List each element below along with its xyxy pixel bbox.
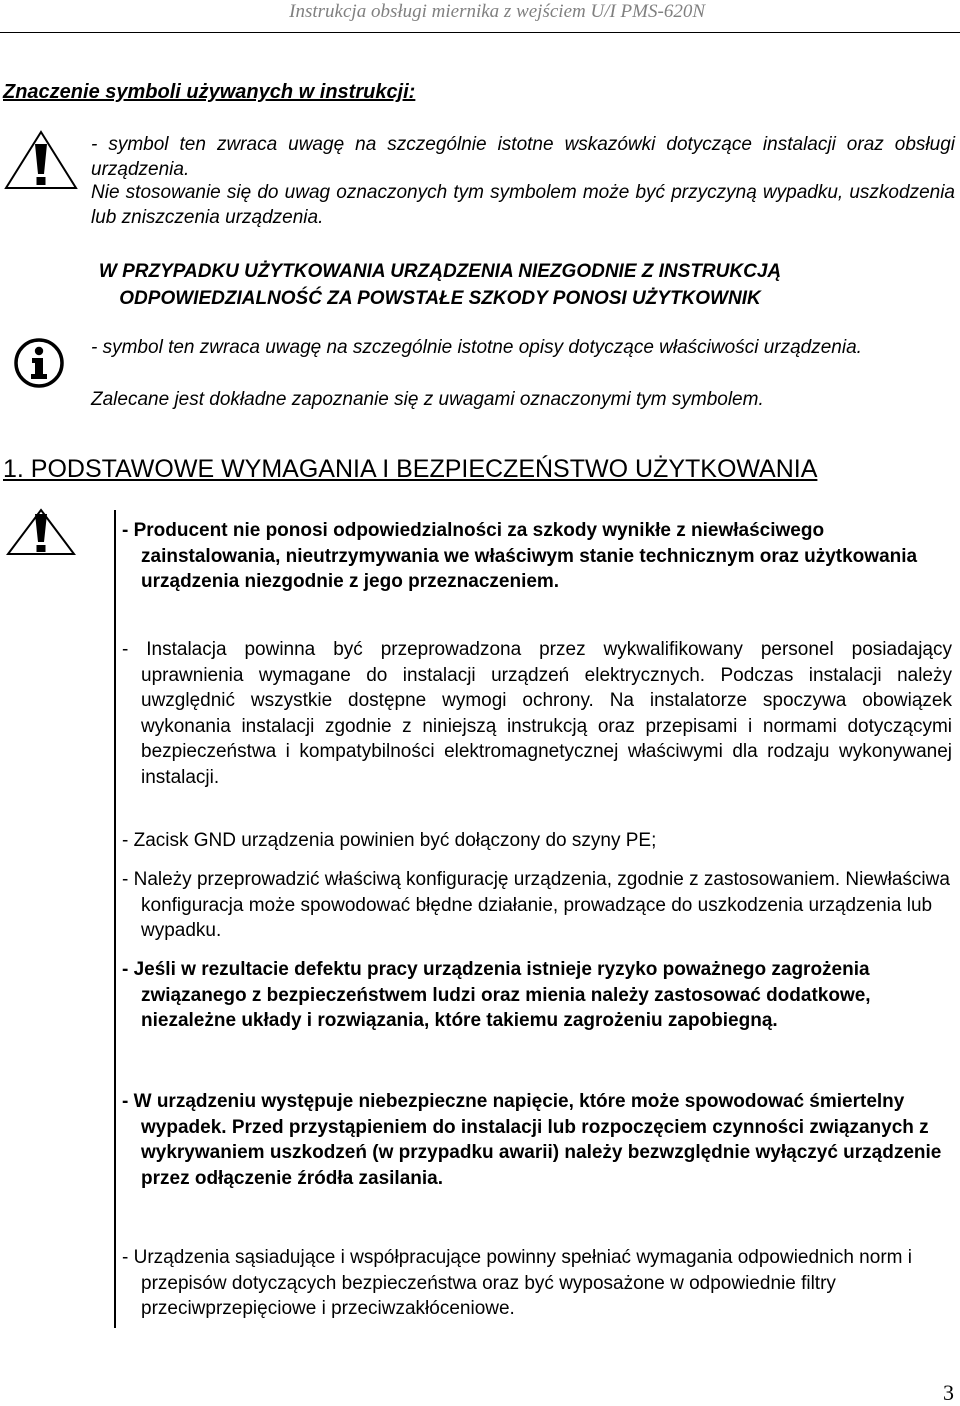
info-symbol-recommendation: Zalecane jest dokładne zapoznanie się z uwagami oznaczonymi tym symbolem.	[91, 389, 764, 410]
list-item: - Zacisk GND urządzenia powinien być dołączony do szyny PE;	[122, 830, 657, 851]
warning-symbol-description: - symbol ten zwraca uwagę na szczególnie istotne wskazówki dotyczące instalacji oraz obsługi urządzenia.	[91, 134, 955, 180]
list-item: - Jeśli w rezultacie defektu pracy urządzenia istnieje ryzyko poważnego zagrożenia związanego z bezpieczeństwem ludzi oraz mienia należy zastosować dodatkowe, niezależne układy i rozwiązania, które takiemu zagrożeniu zapobiegną.	[122, 959, 871, 1031]
list-item: - Należy przeprowadzić właściwą konfigurację urządzenia, zgodnie z zastosowaniem. Niewłaściwa konfiguracja może spowodować błędne działanie, prowadzące do uszkodzenia urządzenia lub wypadku.	[122, 869, 950, 941]
warning-triangle-icon	[4, 130, 78, 190]
info-icon	[14, 338, 64, 388]
section-heading: 1. PODSTAWOWE WYMAGANIA I BEZPIECZEŃSTWO UŻYTKOWANIA	[3, 455, 818, 483]
info-symbol-description: - symbol ten zwraca uwagę na szczególnie istotne opisy dotyczące właściwości urządzenia.	[91, 337, 862, 358]
page-header	[0, 0, 960, 33]
liability-warning-line2: ODPOWIEDZIALNOŚĆ ZA POWSTAŁE SZKODY PONOSI UŻYTKOWNIK	[119, 288, 761, 309]
page-number: 3	[943, 1380, 954, 1405]
list-item: - Instalacja powinna być przeprowadzona przez wykwalifikowany personel posiadający uprawnienia wymagane do instalacji urządzeń elektrycznych. Podczas instalacji należy uwzględnić wszystkie dostępne wymogi ochrony. Na instalatorze spoczywa obowiązek wykonania instalacji zgodnie z niniejszą instrukcją oraz przepisami i normami dotyczącymi bezpieczeństwa i kompatybilności elektromagnetycznej właściwymi dla rodzaju wykonywanej instalacji.	[122, 639, 952, 788]
symbols-section-title: Znaczenie symboli używanych w instrukcji:	[3, 81, 416, 103]
requirements-vertical-rule	[114, 510, 116, 1328]
list-item: - W urządzeniu występuje niebezpieczne napięcie, które może spowodować śmiertelny wypadek. Przed przystąpieniem do instalacji lub rozpoczęciem czynności związanych z wykrywaniem uszkodzeń (w przypadku awarii) należy bezwzględnie wyłączyć urządzenie przez odłączenie źródła zasilania.	[122, 1091, 942, 1189]
header-title: Instrukcja obsługi miernika z wejściem U/I PMS-620N	[289, 1, 705, 22]
list-item: - Producent nie ponosi odpowiedzialności za szkody wynikłe z niewłaściwego zainstalowania, nieutrzymywania we właściwym stanie technicznym oraz użytkowania urządzenia niezgodnie z jego przeznaczeniem.	[122, 520, 918, 592]
warning-symbol-consequence: Nie stosowanie się do uwag oznaczonych tym symbolem może być przyczyną wypadku, uszkodzenia lub zniszczenia urządzenia.	[91, 182, 955, 228]
liability-warning-line1: W PRZYPADKU UŻYTKOWANIA URZĄDZENIA NIEZGODNIE Z INSTRUKCJĄ	[98, 261, 782, 282]
warning-triangle-icon	[6, 508, 76, 556]
list-item: - Urządzenia sąsiadujące i współpracujące powinny spełniać wymagania odpowiednich norm i przepisów dotyczących bezpieczeństwa oraz być wyposażone w odpowiednie filtry przeciwprzepięciowe i przeciwzakłóceniowe.	[122, 1247, 912, 1319]
